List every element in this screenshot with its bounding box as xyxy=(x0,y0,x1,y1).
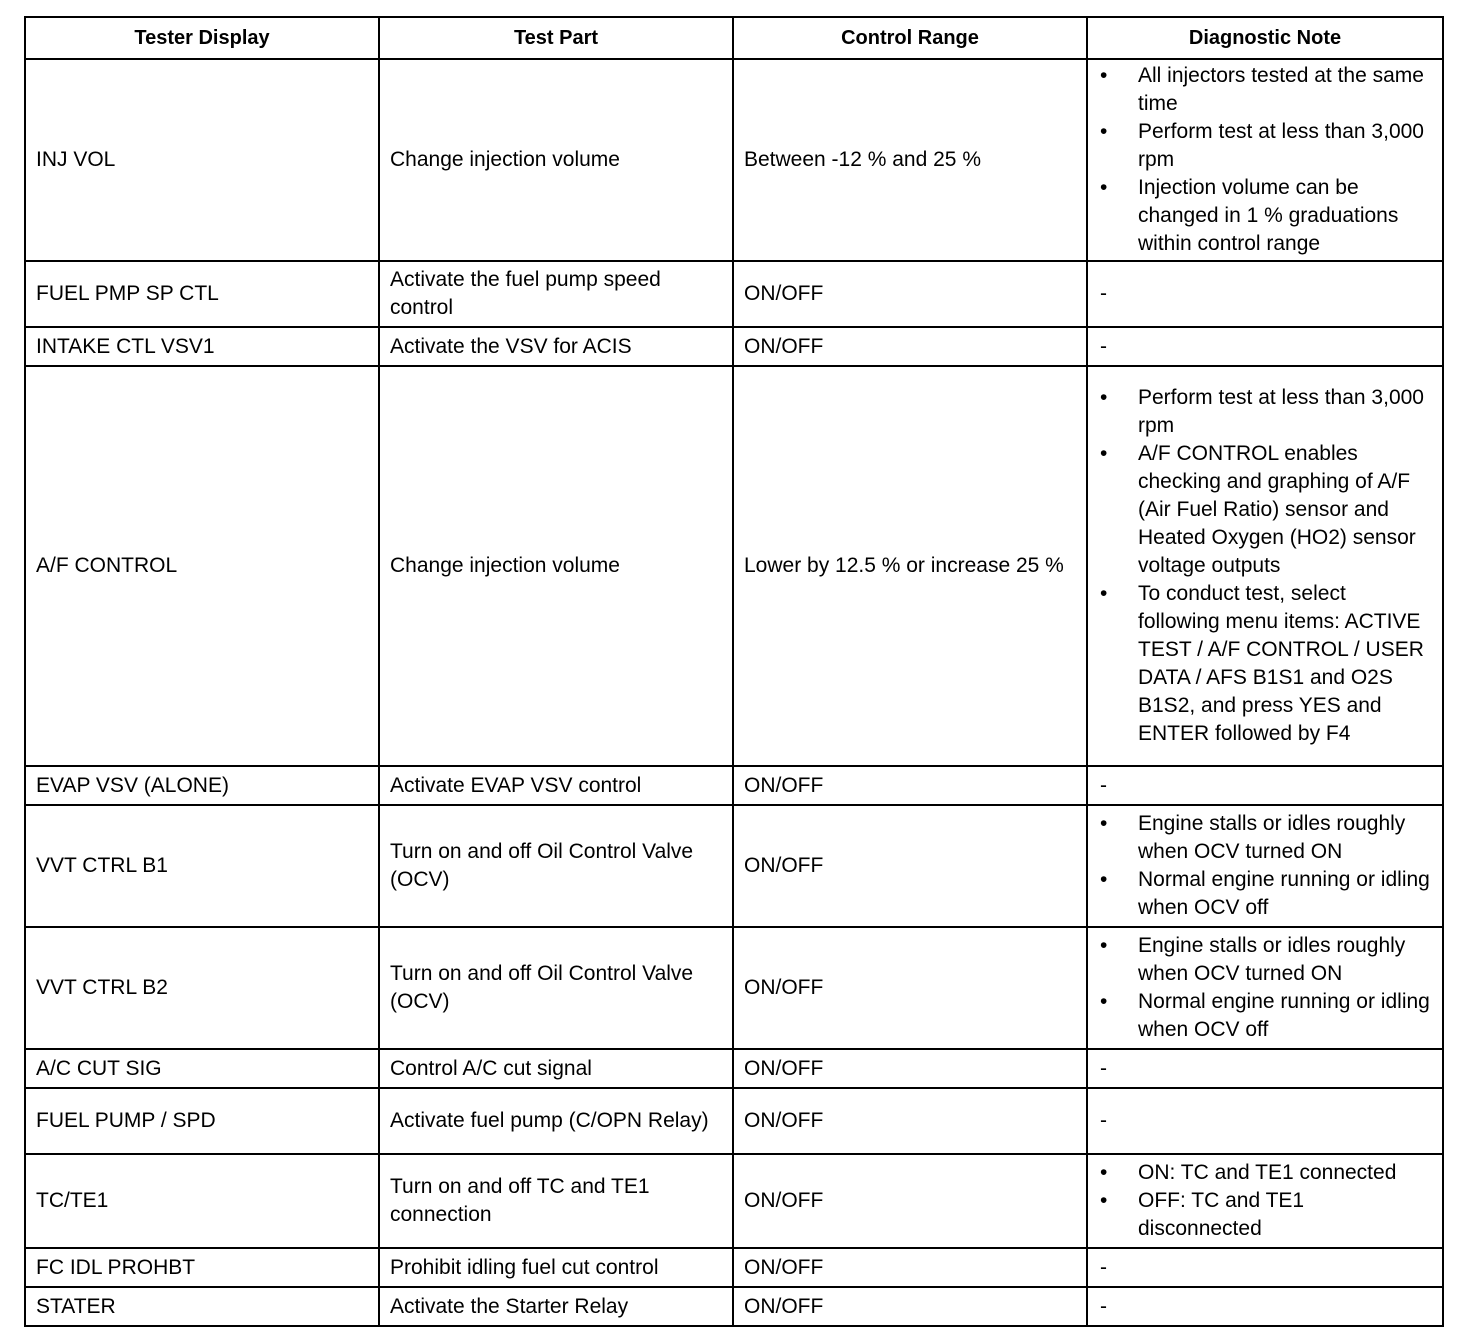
note-list xyxy=(1098,1159,1432,1243)
tester-display-cell: FUEL PMP SP CTL xyxy=(25,261,379,327)
note-item: • Injection volume can be changed in 1 % graduations within control range xyxy=(1098,174,1432,258)
header-diagnostic-note: Diagnostic Note xyxy=(1087,17,1443,59)
note-list xyxy=(1098,384,1432,748)
table-row xyxy=(25,1287,1443,1326)
diagnostic-note-cell xyxy=(1087,327,1443,366)
header-control-range: Control Range xyxy=(733,17,1087,59)
table-row xyxy=(25,1154,1443,1248)
note-item: • Engine stalls or idles roughly when OCV turned ON xyxy=(1098,810,1432,866)
tester-display-cell: STATER xyxy=(25,1287,379,1326)
test-part-cell: Activate the VSV for ACIS xyxy=(379,327,733,366)
test-part-cell: Change injection volume xyxy=(379,366,733,766)
table-row xyxy=(25,327,1443,366)
note-dash: - xyxy=(1100,282,1107,305)
test-part-cell: Control A/C cut signal xyxy=(379,1049,733,1088)
tester-display-cell: A/C CUT SIG xyxy=(25,1049,379,1088)
test-part-cell: Activate fuel pump (C/OPN Relay) xyxy=(379,1088,733,1154)
test-part-cell: Turn on and off TC and TE1 connection xyxy=(379,1154,733,1248)
note-dash: - xyxy=(1100,1056,1107,1080)
diagnostic-note-cell xyxy=(1087,261,1443,327)
diagnostic-note-cell xyxy=(1087,59,1443,261)
table-row xyxy=(25,261,1443,327)
note-item: • Perform test at less than 3,000 rpm xyxy=(1098,118,1432,174)
table-row xyxy=(25,766,1443,805)
active-test-table xyxy=(24,16,1444,1327)
test-part-cell: Turn on and off Oil Control Valve (OCV) xyxy=(379,805,733,927)
control-range-cell: ON/OFF xyxy=(733,1049,1087,1088)
control-range-cell: ON/OFF xyxy=(733,805,1087,927)
note-item: • To conduct test, select following menu items: ACTIVE TEST / A/F CONTROL / USER DATA / AFS B1S1 and O2S B1S2, and press YES and ENTER followed by F4 xyxy=(1098,580,1432,748)
note-item: • All injectors tested at the same time xyxy=(1098,62,1432,118)
note-item: • Normal engine running or idling when OCV off xyxy=(1098,866,1432,922)
diagnostic-note-cell xyxy=(1087,1248,1443,1287)
note-dash: - xyxy=(1100,1294,1107,1318)
diagnostic-note-cell xyxy=(1087,1154,1443,1248)
test-part-cell: Prohibit idling fuel cut control xyxy=(379,1248,733,1287)
note-item: • Normal engine running or idling when OCV off xyxy=(1098,988,1432,1044)
note-item: • OFF: TC and TE1 disconnected xyxy=(1098,1187,1432,1243)
control-range-cell: ON/OFF xyxy=(733,1154,1087,1248)
diagnostic-note-cell xyxy=(1087,1088,1443,1154)
tester-display-cell: VVT CTRL B2 xyxy=(25,927,379,1049)
note-list xyxy=(1098,62,1432,258)
control-range-cell: ON/OFF xyxy=(733,261,1087,327)
diagnostic-note-cell xyxy=(1087,927,1443,1049)
table-row xyxy=(25,1088,1443,1154)
test-part-cell: Turn on and off Oil Control Valve (OCV) xyxy=(379,927,733,1049)
note-item: • A/F CONTROL enables checking and graphing of A/F (Air Fuel Ratio) sensor and Heated Oxygen (HO2) sensor voltage outputs xyxy=(1098,440,1432,580)
table-row xyxy=(25,366,1443,766)
control-range-cell: ON/OFF xyxy=(733,1248,1087,1287)
tester-display-cell: INTAKE CTL VSV1 xyxy=(25,327,379,366)
header-row xyxy=(25,17,1443,59)
control-range-cell: ON/OFF xyxy=(733,1088,1087,1154)
table-row xyxy=(25,1248,1443,1287)
note-list xyxy=(1098,932,1432,1044)
control-range-cell: ON/OFF xyxy=(733,327,1087,366)
tester-display-cell: A/F CONTROL xyxy=(25,366,379,766)
diagnostic-note-cell xyxy=(1087,1049,1443,1088)
control-range-cell: Between -12 % and 25 % xyxy=(733,59,1087,261)
tester-display-cell: FUEL PUMP / SPD xyxy=(25,1088,379,1154)
tester-display-cell: TC/TE1 xyxy=(25,1154,379,1248)
note-dash: - xyxy=(1100,1255,1107,1279)
note-list xyxy=(1098,810,1432,922)
note-item: • Engine stalls or idles roughly when OCV turned ON xyxy=(1098,932,1432,988)
table-row xyxy=(25,59,1443,261)
control-range-cell: ON/OFF xyxy=(733,766,1087,805)
note-dash: - xyxy=(1100,334,1107,358)
control-range-cell: ON/OFF xyxy=(733,1287,1087,1326)
test-part-cell: Activate EVAP VSV control xyxy=(379,766,733,805)
note-item: • ON: TC and TE1 connected xyxy=(1098,1159,1432,1187)
note-dash: - xyxy=(1100,1109,1107,1132)
tester-display-cell: FC IDL PROHBT xyxy=(25,1248,379,1287)
tester-display-cell: VVT CTRL B1 xyxy=(25,805,379,927)
table-row xyxy=(25,927,1443,1049)
control-range-cell: ON/OFF xyxy=(733,927,1087,1049)
test-part-cell: Activate the Starter Relay xyxy=(379,1287,733,1326)
table-row xyxy=(25,1049,1443,1088)
header-tester-display: Tester Display xyxy=(25,17,379,59)
diagnostic-note-cell xyxy=(1087,766,1443,805)
note-dash: - xyxy=(1100,773,1107,797)
diagnostic-note-cell xyxy=(1087,805,1443,927)
control-range-cell: Lower by 12.5 % or increase 25 % xyxy=(733,366,1087,766)
test-part-cell: Change injection volume xyxy=(379,59,733,261)
test-part-cell: Activate the fuel pump speed control xyxy=(379,261,733,327)
table-row xyxy=(25,805,1443,927)
header-test-part: Test Part xyxy=(379,17,733,59)
tester-display-cell: INJ VOL xyxy=(25,59,379,261)
diagnostic-note-cell xyxy=(1087,1287,1443,1326)
note-item: • Perform test at less than 3,000 rpm xyxy=(1098,384,1432,440)
tester-display-cell: EVAP VSV (ALONE) xyxy=(25,766,379,805)
diagnostic-note-cell xyxy=(1087,366,1443,766)
